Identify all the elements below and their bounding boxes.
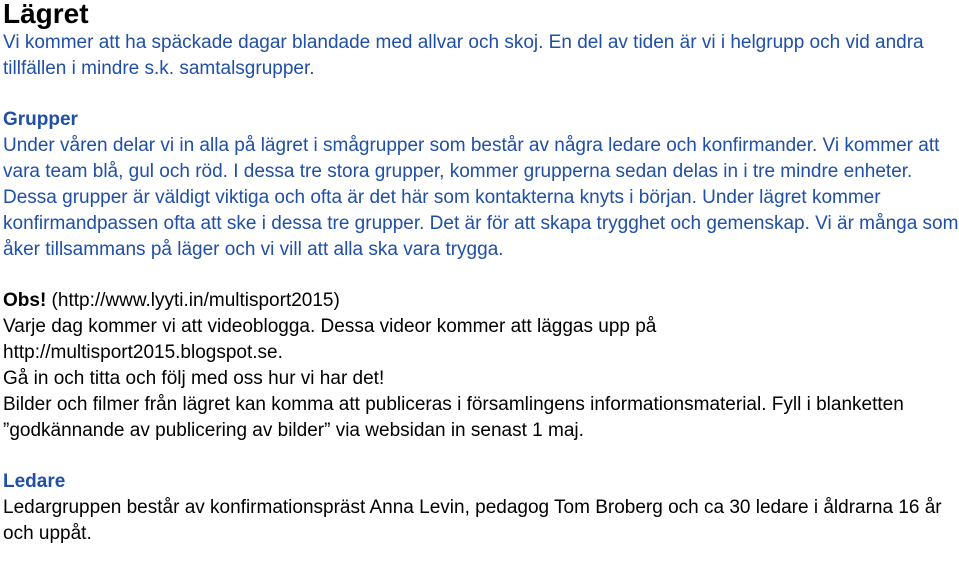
spacer <box>3 263 959 288</box>
obs-line <box>3 288 959 314</box>
intro-paragraph: Vi kommer att ha späckade dagar blandade med allvar och skoj. En del av tiden är vi i helgrupp och vid andra tillfällen i mindre s.k. samtalsgrupper. <box>3 32 924 79</box>
groups-heading: Grupper <box>3 109 78 130</box>
spacer <box>3 444 959 469</box>
groups-paragraph: Under våren delar vi in alla på lägret i smågrupper som består av några ledare och konfirmander. Vi kommer att vara team blå, gul och röd. I dessa tre stora grupper, kommer grupperna sedan delas in i tre mindre enheter. Dessa grupper är väldigt viktiga och ofta är det här som kontakterna knyts i början. Under lägret kommer konfirmandpassen ofta att ske i dessa tre grupper. Det är för att skapa trygghet och gemenskap. Vi är många som åker tillsammans på läger och vi vill att alla ska vara trygga. <box>3 135 959 260</box>
follow-line: Gå in och titta och följ med oss hur vi har det! <box>3 368 385 389</box>
leaders-heading: Ledare <box>3 471 66 492</box>
video-blog-line: Varje dag kommer vi att videoblogga. Dessa videor kommer att läggas upp på <box>3 316 657 337</box>
blog-url-line[interactable]: http://multisport2015.blogspot.se. <box>3 342 283 363</box>
publication-notice: Bilder och filmer från lägret kan komma att publiceras i församlingens informationsmaterial. Fyll i blanketten ”godkännande av publicering av bilder” via websidan in senast 1 maj. <box>3 394 904 441</box>
page-title: Lägret <box>3 0 89 29</box>
spacer <box>3 82 959 107</box>
obs-link[interactable]: (http://www.lyyti.in/multisport2015) <box>46 290 340 311</box>
obs-label: Obs! <box>3 290 47 311</box>
document-page <box>3 0 959 547</box>
leaders-paragraph: Ledargruppen består av konfirmationspräst Anna Levin, pedagog Tom Broberg och ca 30 ledare i åldrarna 16 år och uppåt. <box>3 497 942 544</box>
